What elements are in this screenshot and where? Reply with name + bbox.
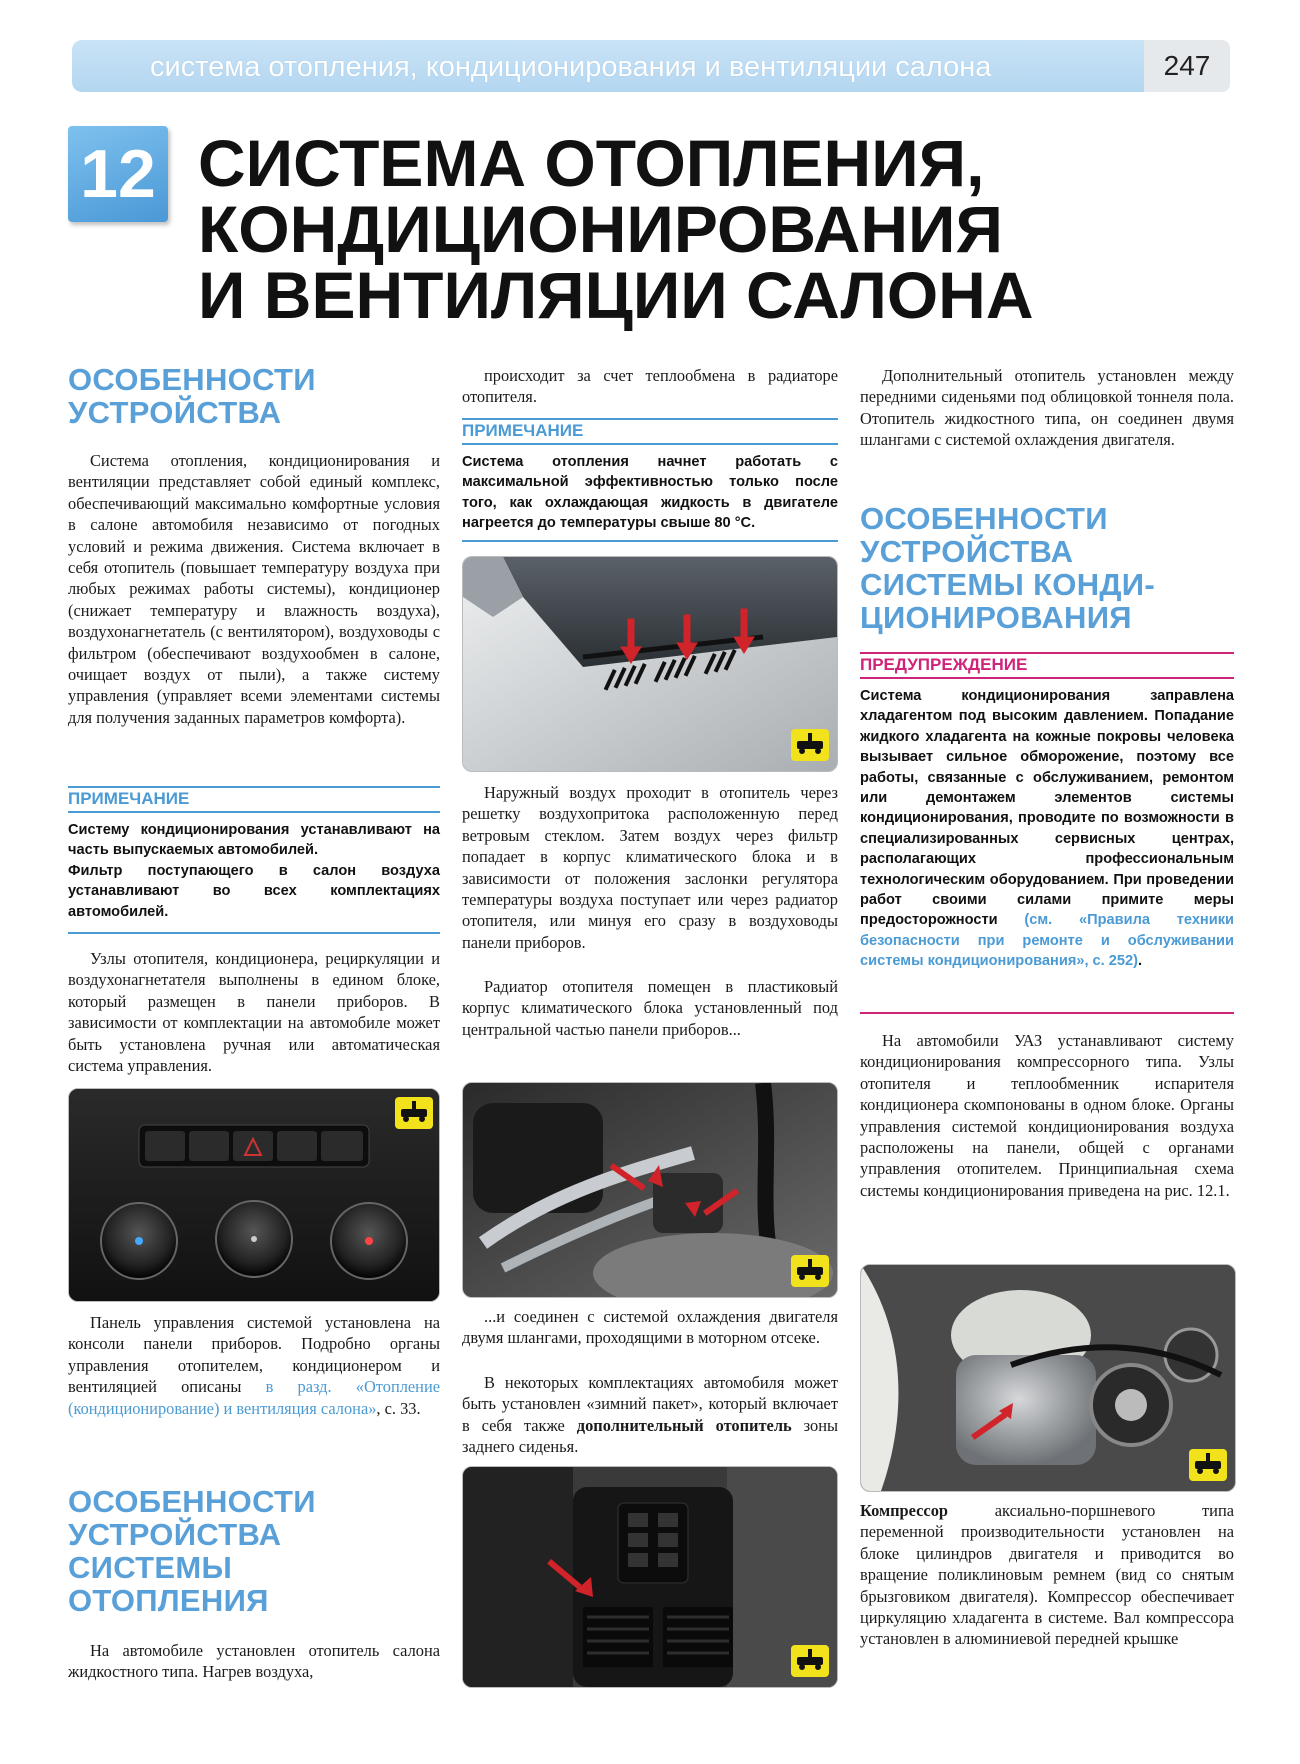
chapter-title-line: СИСТЕМА ОТОПЛЕНИЯ, [198,126,985,200]
warning-body: Система кондиционирования заправлена хладагентом под высоким давлением. Попадание жидкого хладагента на кожные покровы человека вызывает сильное обморожение, поэтому все работы, связанные с обслуживанием, ремонтом или демонтажем элементов системы кондиционирования, проводите по возможности в специализированных сервисных центрах, располагающих профессиональным технологическим оборудованием. При проведении работ своими силами примите меры предосторожности (см. «Правила техники безопасности при ремонте и обслуживании системы кондиционирования», с. 252). [860,688,1234,970]
photo-compressor [860,1264,1236,1492]
car-lift-icon [791,1645,829,1677]
car-lift-icon [1189,1449,1227,1481]
note-label: ПРИМЕЧАНИЕ [68,786,440,813]
note-label: ПРИМЕЧАНИЕ [462,418,838,445]
col2-paragraph-1: происходит за счет теплообмена в радиаторе отопителя. [462,366,838,407]
photo-heater-hoses [462,1082,838,1298]
photo-additional-heater [462,1466,838,1688]
chapter-title-line: КОНДИЦИОНИРОВАНИЯ [198,192,1003,266]
cross-reference-link[interactable]: (см. «Правила техники безопасности при ремонте и обслуживании системы кондиционирования», с. 252) [860,912,1234,970]
car-lift-icon [791,729,829,761]
warning-label: ПРЕДУПРЕЖДЕНИЕ [860,652,1234,679]
section-title-air-conditioning: ОСОБЕННОСТИ УСТРОЙСТВА СИСТЕМЫ КОНДИ- ЦИОНИРОВАНИЯ [860,501,1155,635]
chapter-number: 12 [80,136,156,212]
col1-paragraph-2: Узлы отопителя, кондиционера, рециркуляции и воздухонагнетателя выполнены в едином блоке, который размещен в панели приборов. В зависимости от комплектации на автомобиле может быть установлена ручная или автоматическая система управления. [68,949,440,1076]
page-number: 247 [1163,50,1211,81]
note-body: Систему кондиционирования устанавливают на часть выпускаемых автомобилей. Фильтр поступающего в салон воздуха устанавливают во всех комплектациях автомобилей. [68,822,440,920]
section-title-features: ОСОБЕННОСТИ УСТРОЙСТВА [68,362,316,430]
note-rule [462,540,838,542]
col2-paragraph-5: В некоторых комплектациях автомобиля может быть установлен «зимний пакет», который включает в себя также дополнительный отопитель зоны заднего сиденья. [462,1373,838,1457]
cross-reference-link[interactable]: в разд. «Отопление (кондиционирование) и вентиляция салона» [68,1377,440,1418]
col2-paragraph-2: Наружный воздух проходит в отопитель через решетку воздухопритока расположенную перед ветровым стеклом. Затем воздух через фильтр попадает в корпус климатического блока и в зависимости от положения заслонки регулятора температуры воздуха поступает или через радиатор отопителя, или минуя его сразу в воздуховоды панели приборов. [462,783,838,952]
photo-air-intake-grille [462,556,838,772]
car-lift-icon [395,1097,433,1129]
running-title: система отопления, кондиционирования и вентиляции салона [150,51,992,83]
col3-paragraph-2: На автомобили УАЗ устанавливают систему кондиционирования компрессорного типа. Узлы отопителя и теплообменник испарителя кондиционера скомпонованы в одном блоке. Органы управления системой кондиционирования воздуха расположены на панели, общей с органами управления отопителем. Принципиальная схема системы кондиционирования приведена на рис. 12.1. [860,1031,1234,1200]
col2-paragraph-3: Радиатор отопителя помещен в пластиковый корпус климатического блока установленный под центральной частью панели приборов... [462,977,838,1039]
col1-paragraph-1: Система отопления, кондиционирования и вентиляции представляет собой единый комплекс, обеспечивающий максимально комфортные условия в салоне автомобиля независимо от погодных условий и режима движения. Система включает в себя отопитель (повышает температуру воздуха при любых режимах работы системы), кондиционер (снижает температуру и влажность воздуха), воздухонагнетатель (с вентилятором), воздуховоды с фильтром (обеспечивают воздухообмен в салоне, очищает воздух от пыли), а также систему управления (управляет всеми элементами системы для получения заданных параметров комфорта). [68,451,440,727]
col3-paragraph-3: Компрессор аксиально-поршневого типа переменной производительности установлен на блоке цилиндров двигателя и приводится во вращение поликлиновым ремнем (вид со снятым брызговиком двигателя). Компрессор обеспечивает циркуляцию хладагента в системе. Вал компрессора установлен в алюминиевой передней крышке [860,1501,1234,1649]
caption-control-panel: Панель управления системой установлена на консоли панели приборов. Подробно органы управления отопителем, кондиционером и вентиляцией описаны в разд. «Отопление (кондиционирование) и вентиляция салона», с. 33. [68,1313,440,1418]
section-title-heating: ОСОБЕННОСТИ УСТРОЙСТВА СИСТЕМЫ ОТОПЛЕНИЯ [68,1484,316,1618]
chapter-title-line: И ВЕНТИЛЯЦИИ САЛОНА [198,258,1034,332]
photo-control-panel [68,1088,440,1302]
col2-paragraph-4: ...и соединен с системой охлаждения двигателя двумя шлангами, проходящими в моторном отсеке. [462,1307,838,1348]
car-lift-icon [791,1255,829,1287]
col3-paragraph-1: Дополнительный отопитель установлен между передними сиденьями под облицовкой тоннеля пола. Отопитель жидкостного типа, он соединен двумя шлангами с системой охлаждения двигателя. [860,366,1234,450]
chapter-title [198,126,1198,332]
warning-rule [860,1012,1234,1014]
col1-paragraph-3: На автомобиле установлен отопитель салона жидкостного типа. Нагрев воздуха, [68,1641,440,1682]
note-body: Система отопления начнет работать с максимальной эффективностью только после того, как охлаждающая жидкость в двигателе нагреется до температуры свыше 80 °С. [462,454,838,532]
note-rule [68,932,440,934]
